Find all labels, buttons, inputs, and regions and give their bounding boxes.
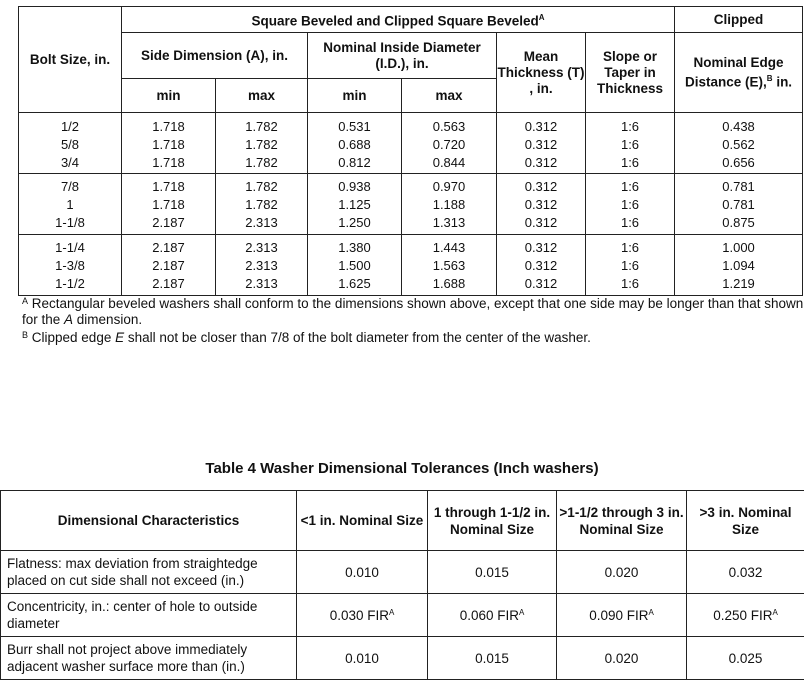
tolerance-value (297, 594, 428, 637)
footnote-marker: A (772, 608, 777, 617)
tolerance-text: 0.060 FIR (460, 608, 519, 623)
cell-t (497, 113, 586, 174)
value-slope: 1:6 (586, 257, 674, 275)
header-1-1-2-through-3: >1-1/2 through 3 in. Nominal Size (557, 491, 687, 551)
value-t: 0.312 (497, 136, 585, 154)
value-id-max: 0.563 (402, 118, 496, 136)
tolerance-value (557, 594, 687, 637)
cell-a-max (216, 235, 308, 296)
cell-id-min (308, 174, 402, 235)
characteristic-label: Concentricity, in.: center of hole to outside diameter (1, 594, 297, 637)
value-t: 0.312 (497, 275, 585, 293)
header-edge-distance: Nominal Edge Distance (E),$^B$ in. (675, 33, 803, 113)
value-id-max: 1.188 (402, 196, 496, 214)
washer-tolerances-table (0, 490, 804, 680)
value-t: 0.312 (497, 196, 585, 214)
table-row (1, 551, 804, 594)
cell-e (675, 113, 803, 174)
value-a-max: 2.313 (216, 257, 307, 275)
value-a-max: 2.313 (216, 214, 307, 232)
cell-e (675, 174, 803, 235)
tolerance-value (557, 637, 687, 680)
cell-id-max (402, 235, 497, 296)
cell-slope (586, 235, 675, 296)
tolerance-value (297, 637, 428, 680)
table-row-group (19, 174, 803, 235)
value-a-min: 2.187 (122, 214, 215, 232)
table4-title: Table 4 Washer Dimensional Tolerances (Inch washers) (0, 460, 804, 477)
tolerance-text: 0.020 (605, 651, 639, 666)
tolerance-value (557, 551, 687, 594)
table-row-group (19, 113, 803, 174)
footnote-marker: A (389, 608, 394, 617)
header-1-through-1-1-2: 1 through 1-1/2 in. Nominal Size (428, 491, 557, 551)
cell-a-min (122, 113, 216, 174)
cell-t (497, 235, 586, 296)
cell-t (497, 174, 586, 235)
tolerance-value (687, 637, 804, 680)
value-e: 0.875 (675, 214, 802, 232)
tolerance-text: 0.090 FIR (589, 608, 648, 623)
header-over-3in: >3 in. Nominal Size (687, 491, 804, 551)
cell-id-min (308, 113, 402, 174)
value-id-min: 0.531 (308, 118, 401, 136)
value-e: 0.781 (675, 196, 802, 214)
header-side-dimension: Side Dimension (A), in. (122, 33, 308, 79)
tolerance-value (428, 637, 557, 680)
value-id-min: 1.500 (308, 257, 401, 275)
value-slope: 1:6 (586, 178, 674, 196)
value-a-min: 2.187 (122, 275, 215, 293)
value-bolt: 5/8 (19, 136, 121, 154)
tolerance-value (297, 551, 428, 594)
tolerance-text: 0.015 (475, 651, 509, 666)
value-id-max: 1.563 (402, 257, 496, 275)
footnote-marker: A (648, 608, 653, 617)
header-a-min: min (122, 79, 216, 113)
value-a-max: 1.782 (216, 118, 307, 136)
value-a-max: 1.782 (216, 136, 307, 154)
value-a-min: 1.718 (122, 136, 215, 154)
tolerance-text: 0.025 (729, 651, 763, 666)
tolerance-text: 0.032 (729, 565, 763, 580)
value-id-min: 0.812 (308, 154, 401, 172)
value-id-min: 1.125 (308, 196, 401, 214)
cell-a-max (216, 113, 308, 174)
value-id-min: 0.688 (308, 136, 401, 154)
value-id-min: 0.938 (308, 178, 401, 196)
cell-a-min (122, 235, 216, 296)
value-bolt: 1/2 (19, 118, 121, 136)
value-id-max: 0.720 (402, 136, 496, 154)
value-id-max: 1.443 (402, 239, 496, 257)
value-t: 0.312 (497, 118, 585, 136)
value-a-min: 1.718 (122, 196, 215, 214)
characteristic-label: Burr shall not project above immediately adjacent washer surface more than (in.) (1, 637, 297, 680)
value-a-min: 2.187 (122, 257, 215, 275)
value-t: 0.312 (497, 178, 585, 196)
value-slope: 1:6 (586, 275, 674, 293)
table-row (1, 594, 804, 637)
value-a-min: 1.718 (122, 154, 215, 172)
tolerance-text: 0.015 (475, 565, 509, 580)
value-slope: 1:6 (586, 196, 674, 214)
value-a-max: 1.782 (216, 154, 307, 172)
tolerance-text: 0.010 (345, 565, 379, 580)
tolerance-value (687, 551, 804, 594)
value-t: 0.312 (497, 257, 585, 275)
value-a-max: 1.782 (216, 196, 307, 214)
value-slope: 1:6 (586, 154, 674, 172)
table-footnotes (22, 296, 804, 348)
value-id-max: 0.844 (402, 154, 496, 172)
cell-slope (586, 113, 675, 174)
cell-a-min (122, 174, 216, 235)
value-e: 1.000 (675, 239, 802, 257)
header-id-min: min (308, 79, 402, 113)
value-e: 0.562 (675, 136, 802, 154)
value-id-max: 1.688 (402, 275, 496, 293)
value-bolt: 3/4 (19, 154, 121, 172)
value-e: 0.656 (675, 154, 802, 172)
tolerance-text: 0.010 (345, 651, 379, 666)
value-slope: 1:6 (586, 239, 674, 257)
cell-slope (586, 174, 675, 235)
washer-dimensions-table (18, 6, 803, 296)
value-bolt: 1 (19, 196, 121, 214)
footnote-b: $^B$ Clipped edge E shall not be closer than 7/8 of the bolt diameter from the center of the washer. (22, 330, 804, 346)
cell-id-min (308, 235, 402, 296)
value-bolt: 7/8 (19, 178, 121, 196)
header-dimensional-characteristics: Dimensional Characteristics (1, 491, 297, 551)
value-id-min: 1.380 (308, 239, 401, 257)
value-e: 1.094 (675, 257, 802, 275)
header-bolt-size: Bolt Size, in. (19, 7, 122, 113)
header-nominal-id: Nominal Inside Diameter (I.D.), in. (308, 33, 497, 79)
table-row-group (19, 235, 803, 296)
header-slope: Slope or Taper in Thickness (586, 33, 675, 113)
cell-a-max (216, 174, 308, 235)
value-t: 0.312 (497, 154, 585, 172)
header-under-1in: <1 in. Nominal Size (297, 491, 428, 551)
table-row (1, 637, 804, 680)
value-e: 0.438 (675, 118, 802, 136)
footnote-marker: A (519, 608, 524, 617)
cell-bolt (19, 174, 122, 235)
value-slope: 1:6 (586, 118, 674, 136)
cell-bolt (19, 235, 122, 296)
cell-id-max (402, 113, 497, 174)
value-a-max: 2.313 (216, 275, 307, 293)
value-bolt: 1-1/8 (19, 214, 121, 232)
header-a-max: max (216, 79, 308, 113)
tolerance-value (687, 594, 804, 637)
value-slope: 1:6 (586, 136, 674, 154)
value-e: 1.219 (675, 275, 802, 293)
header-id-max: max (402, 79, 497, 113)
header-mean-thickness: Mean Thickness (T) , in. (497, 33, 586, 113)
value-bolt: 1-1/2 (19, 275, 121, 293)
tolerance-text: 0.250 FIR (713, 608, 772, 623)
tolerance-text: 0.030 FIR (330, 608, 389, 623)
value-e: 0.781 (675, 178, 802, 196)
value-bolt: 1-3/8 (19, 257, 121, 275)
value-a-min: 2.187 (122, 239, 215, 257)
value-a-min: 1.718 (122, 178, 215, 196)
value-a-max: 2.313 (216, 239, 307, 257)
tolerance-value (428, 594, 557, 637)
tolerance-text: 0.020 (605, 565, 639, 580)
header-clipped: Clipped (675, 7, 803, 33)
cell-id-max (402, 174, 497, 235)
footnote-a: $^A$ Rectangular beveled washers shall conform to the dimensions shown above, except that one side may be longer than that shown for the A dimension. (22, 296, 804, 328)
value-t: 0.312 (497, 214, 585, 232)
value-id-min: 1.250 (308, 214, 401, 232)
cell-bolt (19, 113, 122, 174)
value-t: 0.312 (497, 239, 585, 257)
value-id-min: 1.625 (308, 275, 401, 293)
value-a-max: 1.782 (216, 178, 307, 196)
characteristic-label: Flatness: max deviation from straightedge placed on cut side shall not exceed (in.) (1, 551, 297, 594)
cell-e (675, 235, 803, 296)
header-square-beveled: Square Beveled and Clipped Square Beveled$^A$ (122, 7, 675, 33)
value-bolt: 1-1/4 (19, 239, 121, 257)
value-id-max: 1.313 (402, 214, 496, 232)
value-slope: 1:6 (586, 214, 674, 232)
value-a-min: 1.718 (122, 118, 215, 136)
value-id-max: 0.970 (402, 178, 496, 196)
tolerance-value (428, 551, 557, 594)
